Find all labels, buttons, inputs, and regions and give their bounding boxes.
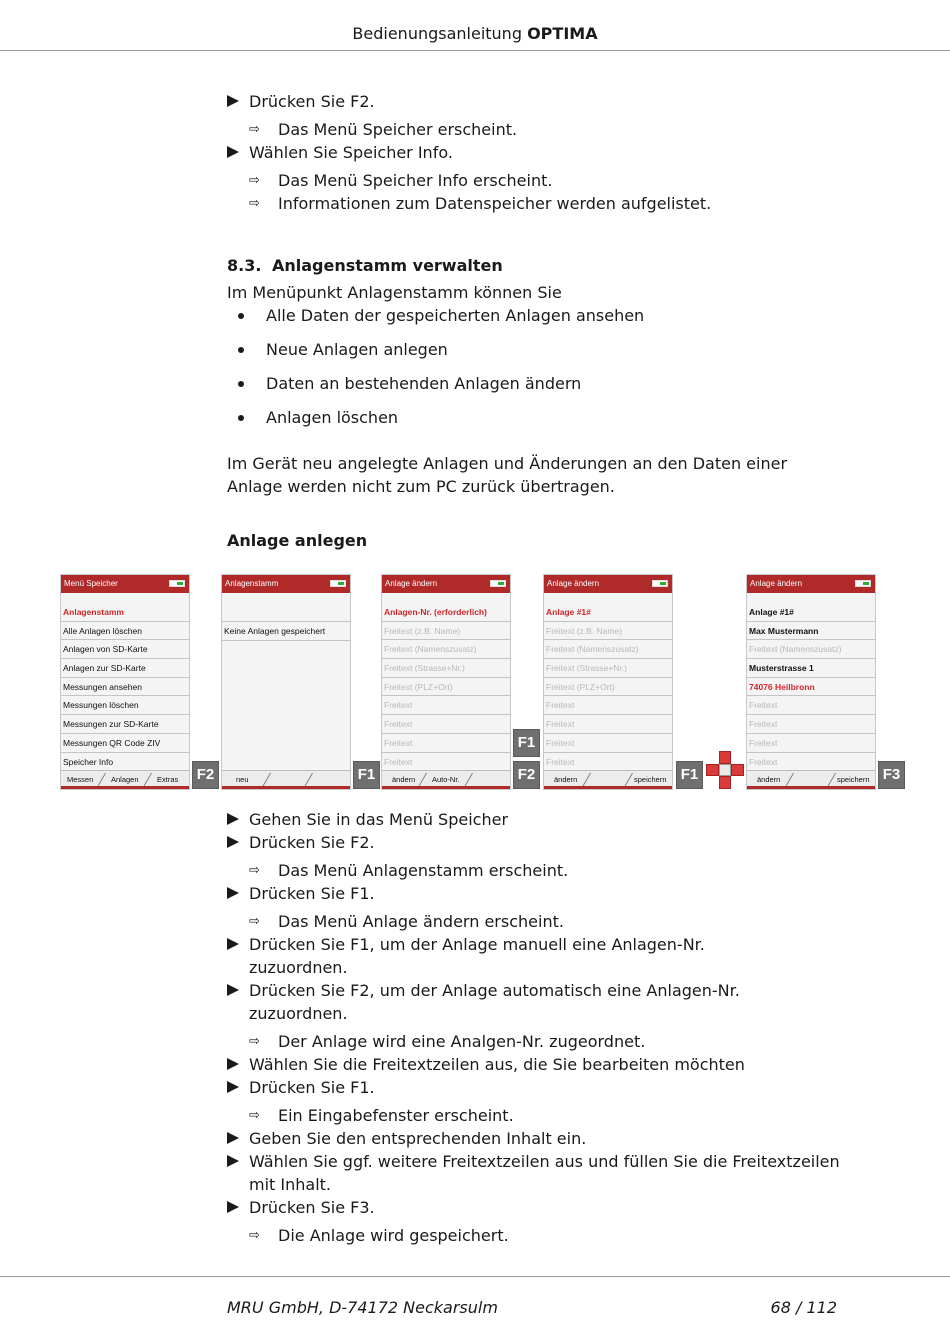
result-arrow-icon: ⇨ [249, 1034, 260, 1049]
result-text: Das Menü Anlagenstamm erscheint. [278, 861, 569, 880]
f2-key: F2 [513, 761, 540, 789]
step-text: Wählen Sie ggf. weitere Freitextzeilen aus und füllen Sie die Freitextzeilen mit Inhalt. [249, 1152, 840, 1194]
step-text: Wählen Sie die Freitextzeilen aus, die Sie bearbeiten möchten [249, 1055, 745, 1074]
device-screen-anlagenstamm [221, 574, 351, 790]
section-title: Anlagenstamm verwalten [272, 256, 503, 275]
result-arrow-icon: ⇨ [249, 863, 260, 878]
softkey-label: speichern [837, 775, 870, 784]
step-arrow-icon [227, 95, 239, 107]
list-item-text: Alle Daten der gespeicherten Anlagen ansehen [266, 306, 645, 325]
screen-field-row: Freitext [544, 696, 672, 715]
header-title-prefix: Bedienungsanleitung [352, 24, 522, 43]
battery-icon [490, 580, 506, 587]
screen-title-text: Anlage ändern [750, 579, 803, 588]
step-text: Drücken Sie F1. [249, 1078, 375, 1097]
section-intro: Im Menüpunkt Anlagenstamm können Sie [227, 283, 562, 302]
result-arrow-icon: ⇨ [249, 1228, 260, 1243]
footer-divider [0, 1276, 950, 1277]
screen-field-row: Freitext (PLZ+Ort) [382, 678, 510, 697]
footer-company: MRU GmbH, D-74172 Neckarsulm [227, 1298, 498, 1317]
screen-title [544, 575, 672, 593]
screen-field-row: Musterstrasse 1 [747, 659, 875, 678]
screen-field-row: Freitext (Namenszusatz) [747, 640, 875, 659]
result-text: Das Menü Speicher Info erscheint. [278, 171, 553, 190]
screen-menu-item: Messungen QR Code ZIV [61, 734, 189, 753]
softkey-label: ändern [392, 775, 416, 784]
softkey-label: Messen [67, 775, 94, 784]
battery-icon [855, 580, 871, 587]
step-text: Drücken Sie F1. [249, 884, 375, 903]
bullet-dot [238, 415, 244, 421]
screen-field-row: Freitext [747, 753, 875, 772]
list-item-text: Anlagen löschen [266, 408, 399, 427]
screen-field-row: Freitext [382, 696, 510, 715]
instruction-result [249, 1224, 509, 1247]
step-text: Drücken Sie F1, um der Anlage manuell eine Anlagen-Nr. zuzuordnen. [249, 935, 705, 977]
device-screen-anlage-aendern-1 [381, 574, 511, 790]
screen-field-row: Freitext [747, 715, 875, 734]
header-title [0, 24, 950, 43]
result-text: Der Anlage wird eine Analgen-Nr. zugeordnet. [278, 1032, 646, 1051]
step-text: Drücken Sie F2, um der Anlage automatisch eine Anlagen-Nr. zuzuordnen. [249, 981, 740, 1023]
header-product-name: OPTIMA [527, 24, 598, 43]
instruction-result [249, 910, 564, 933]
screen-base-bar [222, 786, 350, 789]
instruction-step [227, 979, 752, 1025]
instruction-result [249, 118, 517, 141]
result-text: Informationen zum Datenspeicher werden aufgelistet. [278, 194, 712, 213]
screen-field-row: Freitext (Strasse+Nr.) [544, 659, 672, 678]
instruction-step [227, 141, 837, 164]
screen-field-row: Freitext (z.B. Name) [544, 622, 672, 641]
screen-base-bar [382, 786, 510, 789]
subheading: Anlage anlegen [227, 531, 368, 550]
screen-menu-item: Anlagenstamm [61, 603, 189, 622]
screen-title [222, 575, 350, 593]
step-arrow-icon [227, 1081, 239, 1093]
step-arrow-icon [227, 887, 239, 899]
instruction-step [227, 1127, 837, 1150]
instruction-result [249, 1030, 645, 1053]
screen-title [61, 575, 189, 593]
screen-menu-item: Anlagen von SD-Karte [61, 640, 189, 659]
result-text: Das Menü Anlage ändern erscheint. [278, 912, 564, 931]
screen-field-row: Freitext [544, 715, 672, 734]
step-text: Drücken Sie F2. [249, 833, 375, 852]
result-arrow-icon: ⇨ [249, 1108, 260, 1123]
softkey-label: Auto-Nr. [432, 775, 460, 784]
screen-title [382, 575, 510, 593]
instruction-step [227, 90, 837, 113]
instruction-step [227, 1150, 852, 1196]
screen-base-bar [61, 786, 189, 789]
battery-icon [330, 580, 346, 587]
step-text: Drücken Sie F3. [249, 1198, 375, 1217]
screen-menu-item: Speicher Info [61, 753, 189, 772]
step-text: Wählen Sie Speicher Info. [249, 143, 453, 162]
step-arrow-icon [227, 146, 239, 158]
instruction-step [227, 1196, 837, 1219]
f2-key: F2 [192, 761, 219, 789]
screen-field-row: 74076 Heilbronn [747, 678, 875, 697]
step-arrow-icon [227, 1058, 239, 1070]
section-number: 8.3. [227, 256, 262, 275]
screen-field-row: Freitext [747, 734, 875, 753]
result-text: Ein Eingabefenster erscheint. [278, 1106, 514, 1125]
softkey-label: Anlagen [111, 775, 139, 784]
direction-pad-icon [706, 751, 744, 789]
screen-field-row: Freitext (PLZ+Ort) [544, 678, 672, 697]
bullet-dot [238, 313, 244, 319]
f1-key: F1 [353, 761, 380, 789]
screen-title-text: Anlage ändern [385, 579, 438, 588]
result-arrow-icon: ⇨ [249, 122, 260, 137]
screen-field-row: Freitext (Namenszusatz) [382, 640, 510, 659]
list-item [238, 306, 644, 325]
screen-menu-item: Anlagen zur SD-Karte [61, 659, 189, 678]
screen-field-row: Freitext [544, 753, 672, 772]
screen-title [747, 575, 875, 593]
instruction-result [249, 1104, 514, 1127]
instruction-result [249, 859, 568, 882]
screen-title-text: Anlagenstamm [225, 579, 279, 588]
softkey-label: Extras [157, 775, 179, 784]
bullet-dot [238, 347, 244, 353]
screen-menu-item: Keine Anlagen gespeichert [222, 621, 350, 641]
step-text: Gehen Sie in das Menü Speicher [249, 810, 509, 829]
instruction-result [249, 169, 552, 192]
screen-menu-item: Messungen löschen [61, 696, 189, 715]
step-text: Drücken Sie F2. [249, 92, 375, 111]
device-screen-anlage-aendern-3 [746, 574, 876, 790]
instruction-step [227, 808, 837, 831]
screen-base-bar [544, 786, 672, 789]
screen-field-row: Freitext (Namenszusatz) [544, 640, 672, 659]
screen-field-row: Freitext [544, 734, 672, 753]
step-text: Geben Sie den entsprechenden Inhalt ein. [249, 1129, 587, 1148]
f1-key: F1 [513, 729, 540, 757]
result-arrow-icon: ⇨ [249, 173, 260, 188]
page-header [0, 0, 950, 51]
screen-field-row: Anlage #1# [747, 603, 875, 622]
instruction-step [227, 933, 727, 979]
instruction-step [227, 831, 837, 854]
device-screen-menu-speicher [60, 574, 190, 790]
bullet-dot [238, 381, 244, 387]
step-arrow-icon [227, 984, 239, 996]
step-arrow-icon [227, 813, 239, 825]
screen-base-bar [747, 786, 875, 789]
screen-menu-item: Alle Anlagen löschen [61, 622, 189, 641]
step-arrow-icon [227, 836, 239, 848]
list-item-text: Daten an bestehenden Anlagen ändern [266, 374, 582, 393]
screen-title-text: Anlage ändern [547, 579, 600, 588]
instruction-step [227, 882, 837, 905]
screen-menu-item: Messungen ansehen [61, 678, 189, 697]
screen-field-row: Freitext [747, 696, 875, 715]
list-item [238, 374, 581, 393]
battery-icon [169, 580, 185, 587]
step-arrow-icon [227, 938, 239, 950]
instruction-result [249, 192, 711, 215]
list-item [238, 340, 448, 359]
f3-key: F3 [878, 761, 905, 789]
result-text: Die Anlage wird gespeichert. [278, 1226, 509, 1245]
result-text: Das Menü Speicher erscheint. [278, 120, 518, 139]
screen-field-row: Freitext [382, 734, 510, 753]
screen-field-row: Freitext [382, 753, 510, 772]
f1-key: F1 [676, 761, 703, 789]
step-arrow-icon [227, 1155, 239, 1167]
instruction-step [227, 1076, 837, 1099]
list-item-text: Neue Anlagen anlegen [266, 340, 448, 359]
softkey-label: ändern [757, 775, 781, 784]
screen-field-row: Freitext (Strasse+Nr.) [382, 659, 510, 678]
step-arrow-icon [227, 1132, 239, 1144]
battery-icon [652, 580, 668, 587]
device-screen-anlage-aendern-2 [543, 574, 673, 790]
screen-field-row: Freitext [382, 715, 510, 734]
screen-menu-item: Messungen zur SD-Karte [61, 715, 189, 734]
screen-field-row: Max Mustermann [747, 622, 875, 641]
result-arrow-icon: ⇨ [249, 914, 260, 929]
result-arrow-icon: ⇨ [249, 196, 260, 211]
section-heading [227, 256, 503, 275]
softkey-label: neu [236, 775, 249, 784]
softkey-label: speichern [634, 775, 667, 784]
screen-field-row: Freitext (z.B. Name) [382, 622, 510, 641]
page-number: 68 / 112 [770, 1298, 837, 1317]
softkey-label: ändern [554, 775, 578, 784]
screen-field-row: Anlagen-Nr. (erforderlich) [382, 603, 510, 622]
step-arrow-icon [227, 1201, 239, 1213]
screen-field-row: Anlage #1# [544, 603, 672, 622]
section-note: Im Gerät neu angelegte Anlagen und Änderungen an den Daten einer Anlage werden nicht zum PC zurück übertragen. [227, 454, 788, 496]
screen-title-text: Menü Speicher [64, 579, 118, 588]
instruction-step [227, 1053, 837, 1076]
list-item [238, 408, 398, 427]
